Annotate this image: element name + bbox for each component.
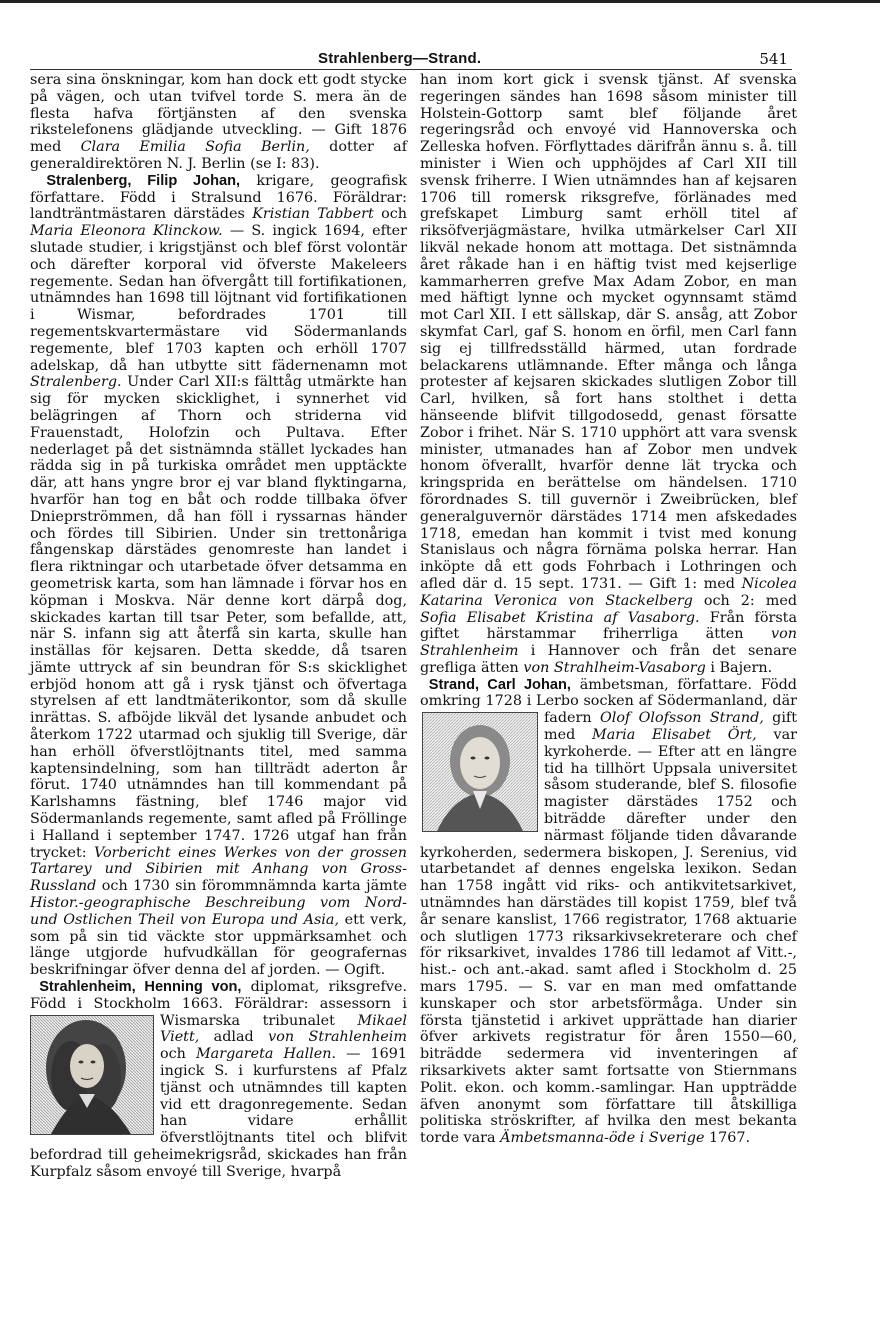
running-header: Strahlenberg—Strand. [318,50,482,67]
top-border [0,0,880,3]
entry-strand: Strand, Carl Johan, ämbetsman, författare. Född omkring 1728 i Lerbo socken af Södermanland, där fadern Olof Olofsson Strand, gift med Maria Elisabet Ört, var kyrkoherde. — Efter att en längre tid ha tillhört Uppsala universitet såsom studerande, blef S. filosofie magister därstädes 1752 och biträdde därefter under den närmast följande tiden dåvarande kyrkoherden, sedermera biskopen, J. Serenius, vid utarbetandet af dennes engelska lexikon. Sedan han 1758 ingått vid riks- och antikvitetsarkivet, utnämndes han därstädes till kopist 1759, blef två år senare kanslist, 1766 registrator, 1768 aktuarie och slutligen 1773 riksarkivsekreterare och chef för riksarkivet, invaldes 1786 till ledamot af Vitt.-, hist.- och ant.-akad. samt afled i Stockholm d. 25 mars 1795. — S. var en man med omfattande kunskaper och stor arbetsförmåga. Under sin första tjänstetid i arkivet upprättade han diarier öfver arkivets registratur för åren 1550—60, biträdde sedermera vid inventeringen af riksarkivets akter samt fortsatte von Stiernmans Polit. ekon. och komm.-samlingar. Han uppträdde äfven anonymt som författare till åtskilliga politiska ströskrifter, af hvilka den mest bekanta torde vara Ämbetsmanna-öde i Sverige 1767. [420,676,797,1147]
continued-paragraph: han inom kort gick i svensk tjänst. Af svenska regeringen sändes han 1698 såsom minister till Holstein-Gottorp samt blef följande året regeringsråd och envoyé vid Hannoverska och Zelleska hofven. Förflyttades därifrån ännu s. å. till minister i Wien och upphöjdes af Carl XII till svensk friherre. I Wien utnämndes han af kejsaren 1706 till romersk riksgrefve, förlänades med grefskapet Limburg samt erhöll titel af riksöfverjägmästare, hvilka utmärkelser Carl XII likväl nekade honom att mottaga. Det sistnämnda året råkade han i en häftig tvist med kejserlige kammarherren grefve Max Adam Zobor, en man med häftigt lynne och mycket ogynnsamt stämd mot Carl XII. I ett sällskap, där S. ansåg, att Zobor skymfat Carl, gaf S. honom en örfil, men Carl fann sig ej tillfredsställd härmed, utan fordrade belackarens utlämnande. Efter många och långa protester af kejsaren skickades slutligen Zobor till Carl, hvilken, så fort hans stolthet i detta hänseende blifvit tillgodosedd, genast försatte Zobor i frihet. När S. 1710 upphört att vara svensk minister, utmanades han af Zobor men undvek honom öfverallt, hvarför denne lät trycka och kringsprida en berättelse om händelsen. 1710 förordnades S. till guvernör i Zweibrücken, blef generalguvernör därstädes 1714 men afskedades 1718, emedan han kommit i tvist med konung Stanislaus och några förnäma polska herrar. Han inköpte då ett gods Fohrbach i Lothringen och afled där d. 15 sept. 1731. — Gift 1: med Nicolea Katarina Veronica von Stackelberg och 2: med Sofia Elisabet Kristina af Vasaborg. Från första giftet härstammar friherrliga ätten von Strahlenheim i Hannover och från det senare grefliga ätten von Strahlheim-Vasaborg i Bajern. [420,72,797,676]
entry-strahlenheim: Strahlenheim, Henning von, diplomat, riksgrefve. Född i Stockholm 1663. Föräldrar: assessorn i Wismarska tribunalet Mikael Viett, adlad von Strahlenheim och Margareta Hallen. — 1691 ingick S. i kurfurstens af Pfalz tjänst och utnämndes till kapten vid ett dragonregemente. Sedan han vidare erhållit öfverstlöjtnants titel och blifvit befordrad till geheimekrigsråd, skickades han från Kurpfalz såsom envoyé till Sverige, hvarpå [30,979,408,1180]
page-number: 541 [759,50,788,68]
portrait-strand-icon [422,712,538,832]
portrait-strahlenheim-icon [30,1015,154,1135]
continued-paragraph: sera sina önskningar, kom han dock ett godt stycke på vägen, och utan tvifvel torde S. mera än de flesta hafva förtjänsten af den svenska rikstelefonens glädjande utveckling. — Gift 1876 med Clara Emilia Sofia Berlin, dotter af generaldirektören N. J. Berlin (se I: 83). [30,72,407,172]
left-column [30,72,407,1181]
header-rule [30,69,792,70]
right-column [420,72,797,1147]
entry-headword: Stralenberg, Filip Johan, [46,172,241,189]
entry-stralenberg: Stralenberg, Filip Johan, krigare, geografisk författare. Född i Stralsund 1676. Föräldrar: landträntmästaren därstädes Kristian Tabbert och Maria Eleonora Klinckow. — S. ingick 1694, efter slutade studier, i krigstjänst och blef först volontär och därefter korporal vid öfverste Makeleers regemente. Sedan han öfvergått till fortifikationen, utnämndes han 1698 till löjtnant vid fortifikationen i Wismar, befordrades 1701 till regementskvartermästare vid Södermanlands regemente, blef 1703 kapten och erhöll 1707 adelskap, då han utbytte sitt fädernenamn mot Stralenberg. Under Carl XII:s fälttåg utmärkte han sig för mycken skicklighet, i synnerhet vid belägringen af Thorn och striderna vid Frauenstadt, Holofzin och Pultava. Efter nederlaget på det sistnämnda stället lyckades han rädda sig in på turkiska området men upptäckte där, att hans yngre bror ej var bland flyktingarna, hvarför han tog en båt och rodde tillbaka öfver Dnieprströmmen, då han föll i ryssarnas händer och fördes till Sibirien. Under sin trettonåriga fångenskap därstädes genomreste han landet i flera riktningar och utarbetade öfver detsamma en geometrisk karta, som han lämnade i förvar hos en köpman i Moskva. När denne kort därpå dog, skickades kartan till tsar Peter, som befallde, att, när S. infann sig att återfå sin karta, skulle han inställas för kejsaren. Detta skedde, då tsaren jämte uttryck af sin beundran för S:s skicklighet erbjöd honom att gå i rysk tjänst och öfvertaga styrelsen af ett landtmäterikontor, som då skulle inrättas. S. afböjde likväl det lysande anbudet och återkom 1722 utarmad och sjuklig till Sverige, där han erhöll öfverstlöjtnants titel, med samma kaptensindelning, som han tillträdt aderton år förut. 1740 utnämndes han till kommendant på Karlshamns fästning, blef 1746 major vid Södermanlands regemente, samt afled på Fröllinge i Halland i september 1747. 1726 utgaf han från trycket: Vorbericht eines Werkes von der grossen Tartarey und Sibirien mit Anhang von Gross-Russland och 1730 sin förommnämnda karta jämte Histor.-geographische Beschreibung vom Nord- und Ostlichen Theil von Europa und Asia, ett verk, som på sin tid väckte stor uppmärksamhet och länge utgjorde hufvudkällan för geografernas beskrifningar öfver denna del af jorden. — Ogift. [30,172,407,979]
entry-headword: Strahlenheim, Henning von, [39,979,242,996]
entry-headword: Strand, Carl Johan, [428,676,571,693]
